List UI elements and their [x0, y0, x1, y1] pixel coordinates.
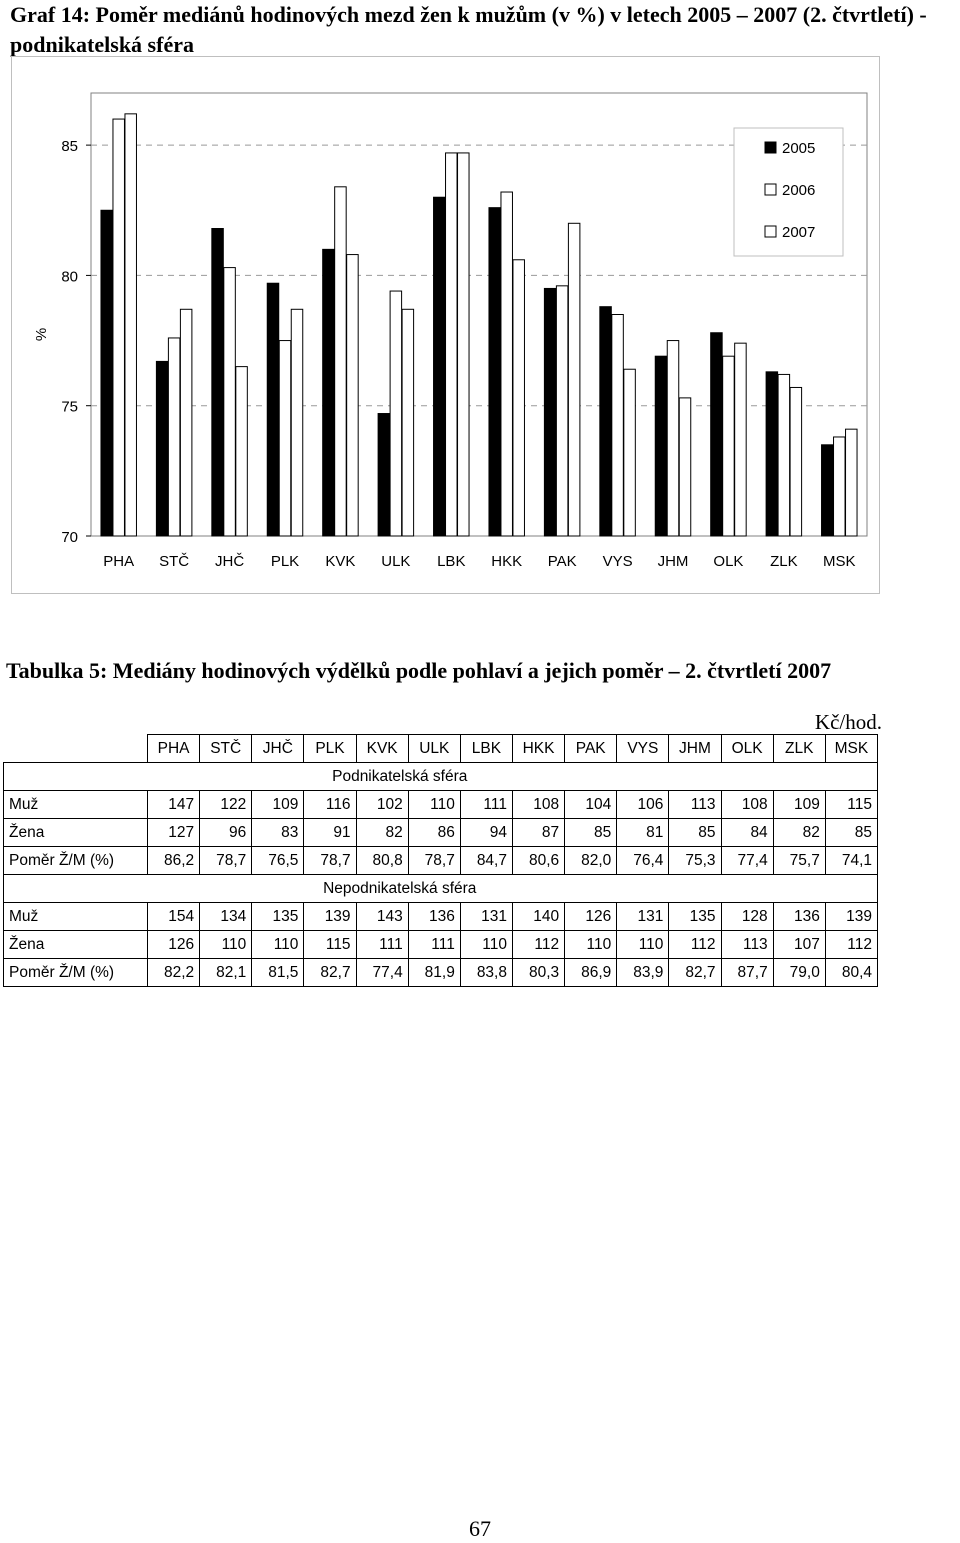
chart-canvas: [11, 56, 880, 594]
table-title: Tabulka 5: Mediány hodinových výdělků podle pohlaví a jejich poměr – 2. čtvrtletí 2007: [6, 658, 832, 683]
bar-2007-JHČ: [236, 367, 248, 536]
table-cell: 94: [460, 819, 512, 847]
table-cell: 139: [304, 903, 356, 931]
table-cell: 140: [512, 903, 564, 931]
table-cell: 126: [565, 903, 617, 931]
x-tick-label: LBK: [437, 553, 466, 570]
table-cell: 82,1: [200, 959, 252, 987]
legend-swatch-2006: [765, 184, 776, 195]
table-cell: 116: [304, 791, 356, 819]
column-header-msk: MSK: [825, 735, 877, 763]
bar-2006-STČ: [168, 338, 180, 536]
table-cell: 84: [721, 819, 773, 847]
section-label: Nepodnikatelská sféra: [148, 875, 878, 903]
table-cell: 128: [721, 903, 773, 931]
table-cell: 110: [565, 931, 617, 959]
bar-2006-PAK: [556, 286, 568, 536]
column-header-ulk: ULK: [408, 735, 460, 763]
table-cell: 131: [617, 903, 669, 931]
table-cell: 122: [200, 791, 252, 819]
section-row-blank: [4, 875, 148, 903]
table-unit: Kč/hod.: [814, 710, 882, 734]
table-row: [4, 931, 878, 959]
x-tick-label: STČ: [159, 553, 190, 570]
table-cell: 91: [304, 819, 356, 847]
table-row: [4, 903, 878, 931]
bar-2007-HKK: [513, 260, 525, 536]
table-row: [4, 819, 878, 847]
bar-2007-MSK: [846, 429, 858, 536]
section-row: [4, 875, 878, 903]
table-cell: 75,3: [669, 847, 721, 875]
x-tick-label: PAK: [547, 553, 577, 570]
column-header-lbk: LBK: [460, 735, 512, 763]
x-tick-label: VYS: [602, 553, 633, 570]
table-cell: 147: [148, 791, 200, 819]
table-cell: 85: [825, 819, 877, 847]
table-corner: [4, 735, 148, 763]
y-tick-label: 70: [61, 529, 78, 546]
table-cell: 76,5: [252, 847, 304, 875]
bar-2005-ULK: [378, 414, 390, 536]
y-axis-label: %: [33, 327, 50, 342]
table-cell: 109: [252, 791, 304, 819]
bar-chart: [11, 56, 880, 594]
table-cell: 86,9: [565, 959, 617, 987]
section-row-blank: [4, 763, 148, 791]
bar-2005-JHM: [655, 356, 667, 536]
table-cell: 78,7: [408, 847, 460, 875]
x-tick-label: MSK: [823, 553, 856, 570]
bar-2005-LBK: [434, 197, 446, 536]
wage-median-table: [3, 734, 878, 987]
column-header-kvk: KVK: [356, 735, 408, 763]
table-cell: 110: [408, 791, 460, 819]
table-cell: 81: [617, 819, 669, 847]
x-tick-label: PLK: [270, 553, 300, 570]
column-header-jhm: JHM: [669, 735, 721, 763]
table-cell: 80,3: [512, 959, 564, 987]
x-tick-label: OLK: [713, 553, 744, 570]
table-cell: 86,2: [148, 847, 200, 875]
x-tick-label: KVK: [325, 553, 356, 570]
bar-2006-JHČ: [224, 268, 236, 536]
bar-2006-HKK: [501, 192, 513, 536]
table-cell: 112: [669, 931, 721, 959]
bar-2007-PAK: [568, 223, 580, 536]
table-cell: 77,4: [356, 959, 408, 987]
legend-label-2006: 2006: [782, 182, 816, 199]
table-cell: 80,8: [356, 847, 408, 875]
table-cell: 77,4: [721, 847, 773, 875]
column-header-hkk: HKK: [512, 735, 564, 763]
x-tick-label: ZLK: [770, 553, 798, 570]
table-cell: 135: [669, 903, 721, 931]
table-cell: 139: [825, 903, 877, 931]
table-cell: 87,7: [721, 959, 773, 987]
bar-2006-LBK: [446, 153, 458, 536]
table-cell: 112: [825, 931, 877, 959]
table-cell: 81,5: [252, 959, 304, 987]
bar-2006-PLK: [279, 341, 291, 536]
table-cell: 109: [773, 791, 825, 819]
table-cell: 113: [669, 791, 721, 819]
table-row: [4, 847, 878, 875]
bar-2007-PHA: [125, 114, 137, 536]
page-number: 67: [469, 1516, 491, 1541]
bar-2005-PAK: [544, 288, 556, 536]
bar-2007-STČ: [180, 309, 192, 536]
table-cell: 154: [148, 903, 200, 931]
row-label: Muž: [4, 903, 148, 931]
table-cell: 131: [460, 903, 512, 931]
table-cell: 82,7: [669, 959, 721, 987]
row-label: Muž: [4, 791, 148, 819]
table-cell: 111: [460, 791, 512, 819]
bar-2005-STČ: [156, 361, 168, 536]
bar-2005-MSK: [822, 445, 834, 536]
x-tick-label: JHČ: [214, 553, 245, 570]
bar-2005-KVK: [323, 249, 335, 536]
column-header-stč: STČ: [200, 735, 252, 763]
bar-2005-PHA: [101, 210, 113, 536]
table-cell: 75,7: [773, 847, 825, 875]
bar-2005-OLK: [711, 333, 723, 536]
table-cell: 111: [408, 931, 460, 959]
table-row: [4, 791, 878, 819]
table-cell: 82: [773, 819, 825, 847]
table-cell: 136: [408, 903, 460, 931]
table-cell: 106: [617, 791, 669, 819]
section-row: [4, 763, 878, 791]
bar-2007-KVK: [347, 255, 359, 536]
column-header-pha: PHA: [148, 735, 200, 763]
table-cell: 85: [565, 819, 617, 847]
x-tick-label: ULK: [381, 553, 411, 570]
chart-title: Graf 14: Poměr mediánů hodinových mezd žen k mužům (v %) v letech 2005 – 2007 (2. čtvrtletí) - podnikatelská sféra: [10, 2, 927, 57]
column-header-olk: OLK: [721, 735, 773, 763]
legend-label-2007: 2007: [782, 224, 816, 241]
table-cell: 115: [304, 931, 356, 959]
row-label: Poměr Ž/M (%): [4, 847, 148, 875]
bar-2007-VYS: [624, 369, 636, 536]
bar-2005-PLK: [267, 283, 279, 536]
bar-2007-JHM: [679, 398, 691, 536]
table-cell: 86: [408, 819, 460, 847]
table-cell: 76,4: [617, 847, 669, 875]
table-cell: 134: [200, 903, 252, 931]
table-cell: 108: [512, 791, 564, 819]
y-tick-label: 85: [61, 138, 78, 156]
table-cell: 136: [773, 903, 825, 931]
table-header-row: [4, 735, 878, 763]
bar-2006-ZLK: [778, 374, 790, 536]
table-cell: 82,2: [148, 959, 200, 987]
table-cell: 78,7: [200, 847, 252, 875]
table-cell: 143: [356, 903, 408, 931]
x-tick-label: PHA: [103, 553, 135, 570]
table-cell: 113: [721, 931, 773, 959]
column-header-zlk: ZLK: [773, 735, 825, 763]
legend-swatch-2007: [765, 226, 776, 237]
table-cell: 127: [148, 819, 200, 847]
row-label: Poměr Ž/M (%): [4, 959, 148, 987]
table-cell: 82,0: [565, 847, 617, 875]
table-row: [4, 959, 878, 987]
y-tick-label: 75: [61, 398, 78, 416]
bar-2007-ZLK: [790, 387, 802, 536]
table-cell: 110: [617, 931, 669, 959]
table-cell: 110: [200, 931, 252, 959]
table-cell: 83,8: [460, 959, 512, 987]
row-label: Žena: [4, 819, 148, 847]
table-cell: 102: [356, 791, 408, 819]
bar-2006-MSK: [834, 437, 846, 536]
bar-2005-HKK: [489, 208, 501, 536]
x-tick-label: HKK: [491, 553, 523, 570]
bar-2006-JHM: [667, 341, 679, 536]
bar-2005-JHČ: [212, 229, 224, 536]
table-cell: 80,6: [512, 847, 564, 875]
table-cell: 107: [773, 931, 825, 959]
table-cell: 82,7: [304, 959, 356, 987]
table-cell: 112: [512, 931, 564, 959]
table-cell: 104: [565, 791, 617, 819]
bar-2005-ZLK: [766, 372, 778, 536]
column-header-jhč: JHČ: [252, 735, 304, 763]
bar-2007-ULK: [402, 309, 414, 536]
table-cell: 87: [512, 819, 564, 847]
column-header-plk: PLK: [304, 735, 356, 763]
column-header-pak: PAK: [565, 735, 617, 763]
row-label: Žena: [4, 931, 148, 959]
bar-2007-LBK: [458, 153, 470, 536]
table-cell: 96: [200, 819, 252, 847]
table-cell: 79,0: [773, 959, 825, 987]
x-tick-label: JHM: [657, 553, 689, 570]
table-cell: 83,9: [617, 959, 669, 987]
table-cell: 126: [148, 931, 200, 959]
table-cell: 110: [460, 931, 512, 959]
table-cell: 110: [252, 931, 304, 959]
section-label: Podnikatelská sféra: [148, 763, 878, 791]
legend-label-2005: 2005: [782, 140, 816, 157]
bar-2006-PHA: [113, 119, 125, 536]
bar-2006-ULK: [390, 291, 402, 536]
y-tick-label: 80: [61, 268, 78, 286]
table-cell: 84,7: [460, 847, 512, 875]
bar-2005-VYS: [600, 307, 612, 536]
table-cell: 108: [721, 791, 773, 819]
table-cell: 115: [825, 791, 877, 819]
table-cell: 111: [356, 931, 408, 959]
bar-2007-PLK: [291, 309, 303, 536]
bar-2006-OLK: [723, 356, 735, 536]
table-cell: 80,4: [825, 959, 877, 987]
bar-2007-OLK: [735, 343, 747, 536]
legend-swatch-2005: [765, 142, 776, 153]
bar-2006-KVK: [335, 187, 347, 536]
table-cell: 78,7: [304, 847, 356, 875]
column-header-vys: VYS: [617, 735, 669, 763]
table-cell: 82: [356, 819, 408, 847]
table-cell: 81,9: [408, 959, 460, 987]
table-cell: 74,1: [825, 847, 877, 875]
table-cell: 135: [252, 903, 304, 931]
table-cell: 85: [669, 819, 721, 847]
table-cell: 83: [252, 819, 304, 847]
bar-2006-VYS: [612, 315, 624, 537]
